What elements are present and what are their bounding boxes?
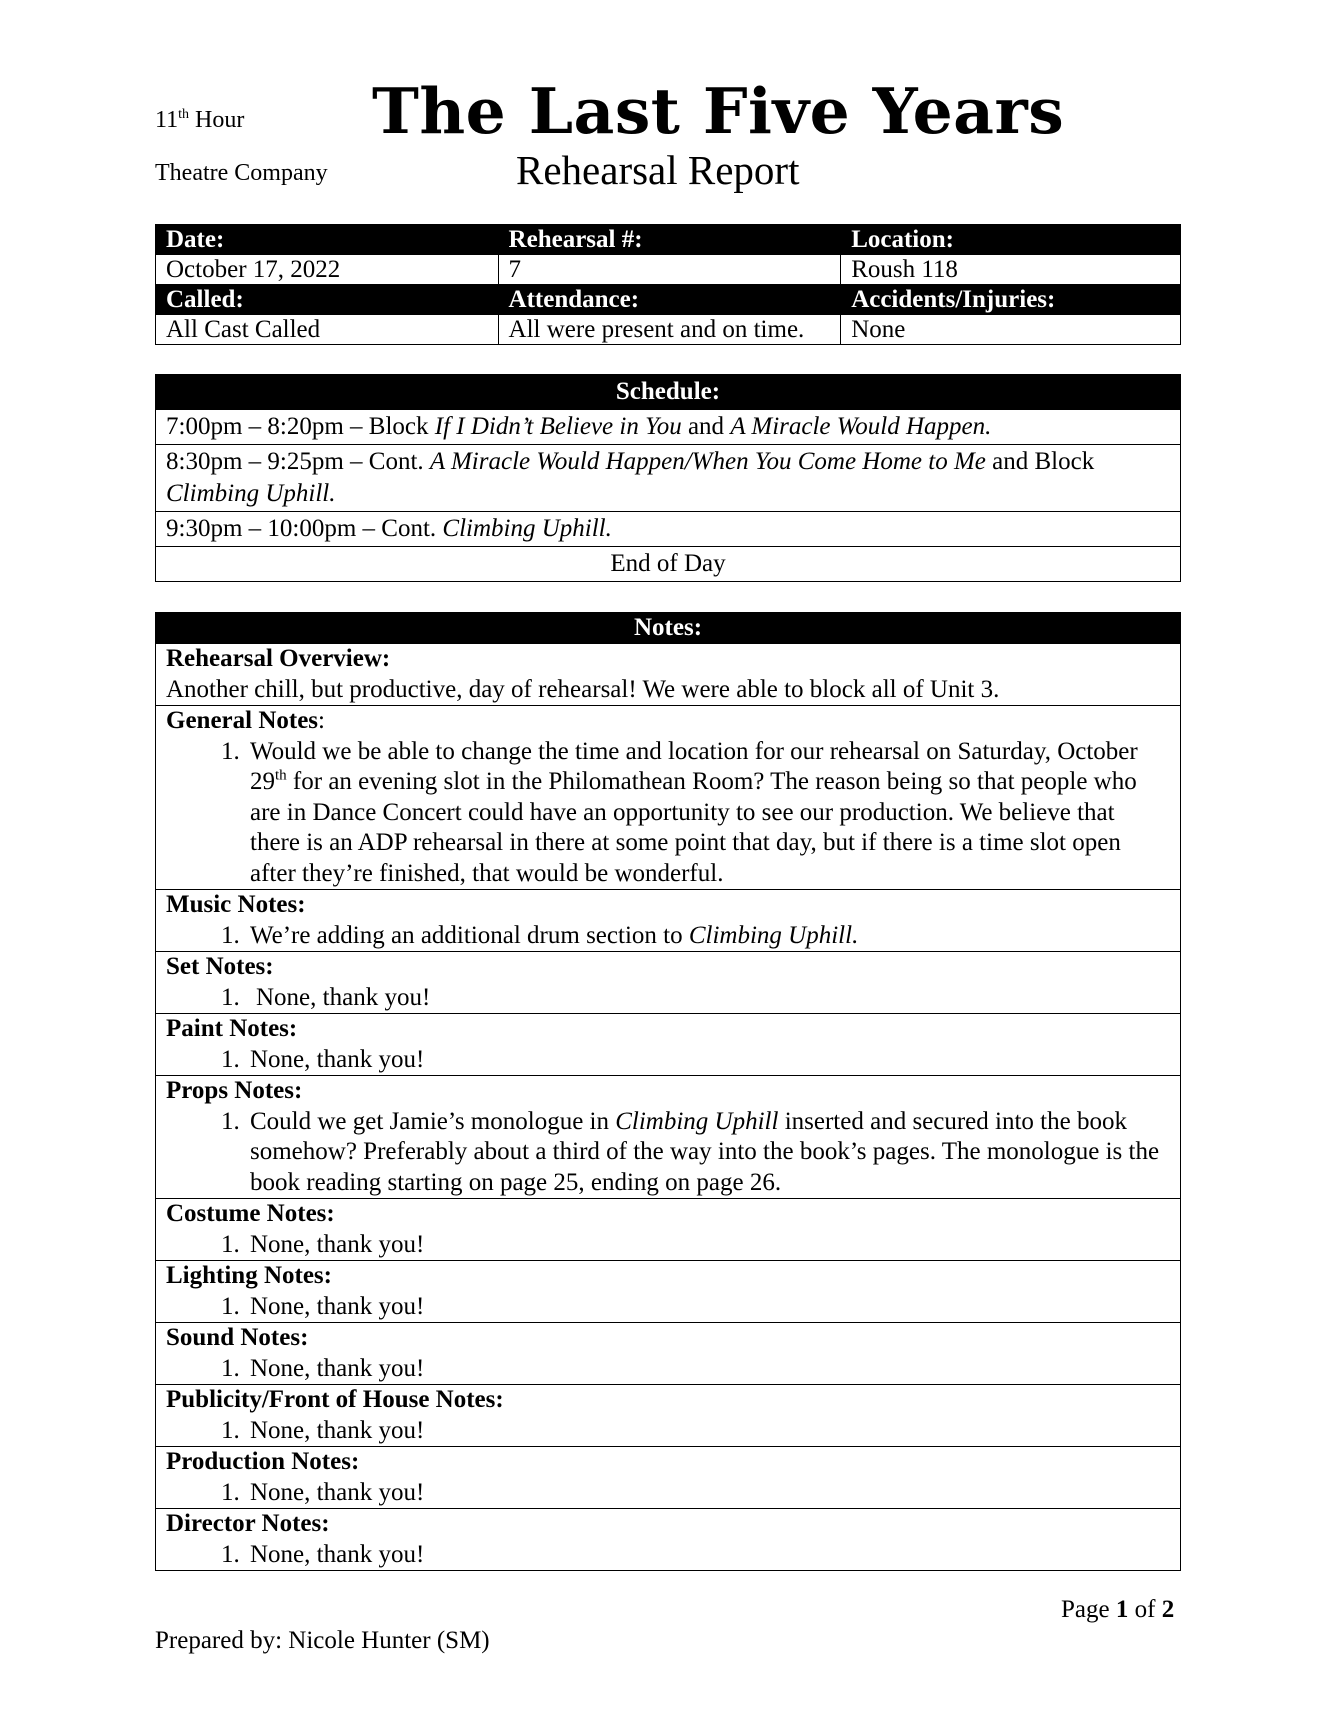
- section-title: Set Notes:: [166, 953, 274, 980]
- attendance-value: All were present and on time.: [498, 315, 841, 345]
- schedule-end: End of Day: [156, 547, 1181, 582]
- schedule-row: 8:30pm – 9:25pm – Cont. A Miracle Would Happen/When You Come Home to Me and Block Climbing Uphill.: [156, 445, 1181, 512]
- notes-section-set: [156, 952, 1181, 1014]
- notes-section-sound: [156, 1323, 1181, 1385]
- section-title: Publicity/Front of House Notes:: [166, 1386, 504, 1413]
- info-header-row: [156, 225, 1181, 255]
- notes-section-props: [156, 1076, 1181, 1199]
- list-item: 1. None, thank you!: [246, 983, 1170, 1014]
- notes-section-lighting: [156, 1261, 1181, 1323]
- notes-section-publicity: [156, 1385, 1181, 1447]
- list-item: 1. None, thank you!: [246, 1416, 1170, 1447]
- list-item: 1. None, thank you!: [246, 1230, 1170, 1261]
- section-title: General Notes: [166, 707, 319, 734]
- section-title: Production Notes:: [166, 1448, 360, 1475]
- notes-section-director: [156, 1509, 1181, 1571]
- rehearsal-number-label: Rehearsal #:: [498, 225, 841, 255]
- notes-section-costume: [156, 1199, 1181, 1261]
- section-title: Music Notes:: [166, 891, 306, 918]
- schedule-table: [155, 374, 1181, 582]
- schedule-title: Schedule:: [156, 375, 1181, 410]
- date-value: October 17, 2022: [156, 255, 499, 285]
- section-title: Costume Notes:: [166, 1200, 335, 1227]
- rehearsal-number-value: 7: [498, 255, 841, 285]
- overview-text: Another chill, but productive, day of rehearsal! We were able to block all of Unit 3.: [166, 675, 1000, 703]
- info-value-row: [156, 255, 1181, 285]
- list-item: 1. Would we be able to change the time and location for our rehearsal on Saturday, October 29th for an evening slot in the Philomathean Room? The reason being so that people who are in Dance Concert could have an opportunity to see our production. We believe that there is an ADP rehearsal in there at some point that day, but if there is a time slot open after they’re finished, that would be wonderful.: [246, 737, 1170, 890]
- notes-section-overview: [156, 644, 1181, 706]
- notes-section-music: [156, 890, 1181, 952]
- list-item: 1. None, thank you!: [246, 1478, 1170, 1509]
- notes-table: [155, 612, 1181, 1571]
- date-label: Date:: [156, 225, 499, 255]
- document-subtitle: Rehearsal Report: [516, 147, 800, 193]
- info-header-row: [156, 285, 1181, 315]
- company-name-line1: 11th Hour: [155, 107, 245, 133]
- prepared-by: Prepared by: Nicole Hunter (SM): [155, 1627, 490, 1654]
- rehearsal-info-table: [155, 224, 1181, 345]
- location-label: Location:: [841, 225, 1181, 255]
- section-title: Director Notes:: [166, 1510, 330, 1537]
- list-item: 1. None, thank you!: [246, 1540, 1170, 1571]
- section-title: Props Notes:: [166, 1077, 303, 1104]
- page-number: Page 1 of 2: [1061, 1596, 1175, 1623]
- list-item: 1. None, thank you!: [246, 1354, 1170, 1385]
- called-label: Called:: [156, 285, 499, 315]
- called-value: All Cast Called: [156, 315, 499, 345]
- notes-title: Notes:: [156, 613, 1181, 644]
- notes-section-production: [156, 1447, 1181, 1509]
- schedule-row: 9:30pm – 10:00pm – Cont. Climbing Uphill.: [156, 512, 1181, 547]
- accidents-value: None: [841, 315, 1181, 345]
- list-item: 1. Could we get Jamie’s monologue in Climbing Uphill inserted and secured into the book somehow? Preferably about a third of the way into the book’s pages. The monologue is the book reading starting on page 25, ending on page 26.: [246, 1107, 1170, 1199]
- location-value: Roush 118: [841, 255, 1181, 285]
- attendance-label: Attendance:: [498, 285, 841, 315]
- section-title: Paint Notes:: [166, 1015, 298, 1042]
- section-title: Lighting Notes:: [166, 1262, 332, 1289]
- section-title: Sound Notes:: [166, 1324, 309, 1351]
- section-title: Rehearsal Overview:: [166, 645, 391, 672]
- list-item: 1. None, thank you!: [246, 1292, 1170, 1323]
- list-item: 1. We’re adding an additional drum section to Climbing Uphill.: [246, 921, 1170, 952]
- notes-section-general: General Notes: 1. Would we be able to change the time and location for our rehearsal on Saturday, October 29th for an evening slot in the Philomathean Room? The reason being so that people who are in Dance Concert could have an opportunity to see our production. We believe that there is an ADP rehearsal in there at some point that day, but if there is a time slot open after they’re finished, that would be wonderful.: [156, 706, 1181, 890]
- accidents-label: Accidents/Injuries:: [841, 285, 1181, 315]
- list-item: 1. None, thank you!: [246, 1045, 1170, 1076]
- company-name-line2: Theatre Company: [155, 160, 328, 186]
- notes-section-paint: [156, 1014, 1181, 1076]
- document-title: The Last Five Years: [372, 74, 1065, 148]
- schedule-row: 7:00pm – 8:20pm – Block If I Didn’t Believe in You and A Miracle Would Happen.: [156, 410, 1181, 445]
- info-value-row: [156, 315, 1181, 345]
